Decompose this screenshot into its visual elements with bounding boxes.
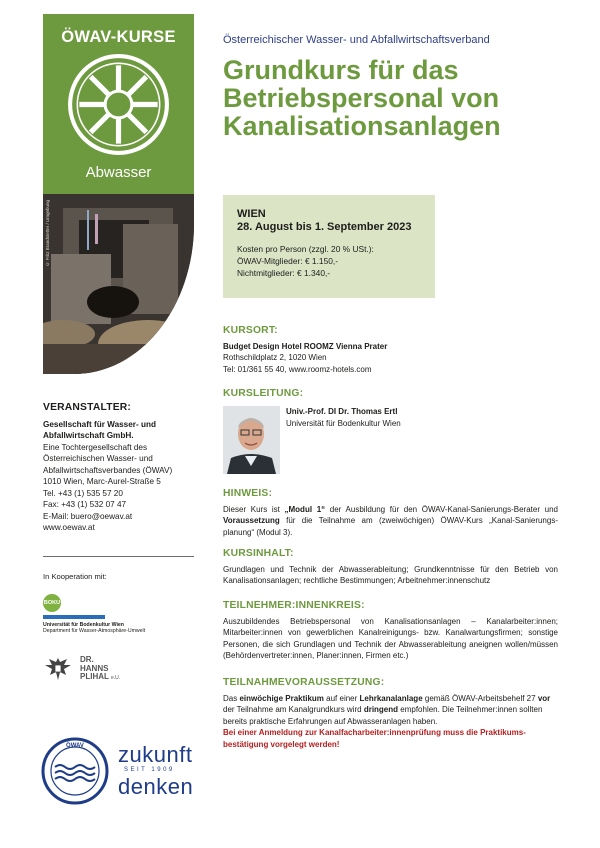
venue-contact[interactable]: Tel: 01/361 55 40, www.roomz-hotels.com bbox=[223, 364, 372, 374]
slogan-line1: zukunft bbox=[118, 742, 193, 767]
cost-members: ÖWAV-Mitglieder: € 1.150,- bbox=[237, 256, 339, 266]
sewer-photo bbox=[43, 194, 194, 374]
venue-name: Budget Design Hotel ROOMZ Vienna Prater bbox=[223, 341, 388, 351]
hinweis-text bbox=[223, 504, 558, 539]
vor-b3: vor bbox=[537, 693, 551, 703]
seal-ring-text: ÖWAV bbox=[66, 743, 84, 749]
vor-t1: Das bbox=[223, 693, 240, 703]
leader-name: Univ.-Prof. DI Dr. Thomas Ertl bbox=[286, 407, 398, 416]
vor-t5: empfohlen. Die Teilnehmer:innen sollten bereits praktische Erfahrungen auf Abwasseranlagen haben. bbox=[223, 705, 543, 726]
section-hinweis bbox=[223, 488, 558, 538]
title-line2: Betriebspersonal von bbox=[223, 83, 500, 113]
eagle-icon bbox=[43, 654, 73, 684]
hero-subtitle: Abwasser bbox=[85, 164, 152, 181]
hinweis-t3: für die Teilnahme am (zweiwöchigen) ÖWAV-Kurs „Kanal-Sanierungs-planung“ (Modul 3). bbox=[223, 516, 558, 537]
organizer-email[interactable]: E-Mail: buero@oewav.at bbox=[43, 511, 133, 521]
slogan-since: SEIT 1909 bbox=[124, 767, 175, 773]
section-kursleitung bbox=[223, 388, 558, 404]
voraussetzung-warning: Bei einer Anmeldung zur Kanalfacharbeiter:innenprüfung muss die Praktikums-bestätigung vorgelegt werden! bbox=[223, 728, 526, 749]
organizer-address: 1010 Wien, Marc-Aurel-Straße 5 bbox=[43, 477, 161, 486]
divider bbox=[43, 556, 194, 557]
hinweis-b1: „Modul 1“ bbox=[284, 504, 326, 514]
plihal-line1: DR. bbox=[80, 655, 94, 664]
organizer-desc-line2: Österreichischen Wasser- und bbox=[43, 454, 153, 463]
portrait-illustration bbox=[223, 406, 280, 474]
boku-logo bbox=[43, 594, 146, 634]
voraussetzung-heading: TEILNAHMEVORAUSSETZUNG: bbox=[223, 677, 385, 688]
organizer-heading: VERANSTALTER: bbox=[43, 402, 132, 413]
hero-title: ÖWAV-KURSE bbox=[61, 28, 176, 46]
plihal-line2: HANNS bbox=[80, 663, 109, 673]
boku-department: Department für Wasser-Atmosphäre-Umwelt bbox=[43, 628, 146, 634]
organizer-desc-line1: Eine Tochtergesellschaft des bbox=[43, 442, 148, 452]
teilnehmer-heading: TEILNEHMER:INNENKREIS: bbox=[223, 600, 365, 611]
vor-b4: dringend bbox=[363, 705, 399, 715]
date-cost-box bbox=[223, 195, 435, 298]
venue-address: Rothschildplatz 2, 1020 Wien bbox=[223, 353, 327, 363]
cooperation-label: In Kooperation mit: bbox=[43, 572, 107, 581]
hinweis-t2: der Ausbildung für den ÖWAV-Kanal-Sanierungs-Berater und bbox=[325, 504, 559, 514]
course-hero bbox=[43, 14, 194, 374]
vor-t2: auf einer bbox=[323, 693, 360, 703]
leader-affiliation: Universität für Bodenkultur Wien bbox=[286, 418, 401, 428]
section-kursort bbox=[223, 325, 558, 375]
plihal-line3: PLIHAL bbox=[80, 672, 109, 681]
section-teilnehmer bbox=[223, 600, 558, 662]
boku-university-name: Universität für Bodenkultur Wien bbox=[43, 622, 124, 628]
course-city: WIEN bbox=[237, 208, 266, 220]
page-title bbox=[223, 56, 563, 140]
association-name: Österreichischer Wasser- und Abfallwirtschaftsverband bbox=[223, 34, 490, 46]
organizer-name-line2: Abfallwirtschaft GmbH. bbox=[43, 431, 134, 440]
plihal-logo bbox=[80, 656, 120, 683]
vor-t4: der Teilnahme am Kanalgrundkurs wird bbox=[223, 705, 364, 715]
cost-label: Kosten pro Person (zzgl. 20 % USt.): bbox=[237, 244, 374, 254]
title-line1: Grundkurs für das bbox=[223, 55, 459, 85]
boku-bar bbox=[43, 615, 105, 619]
vor-b1: einwöchige Praktikum bbox=[239, 693, 324, 703]
course-leader bbox=[286, 406, 401, 429]
plihal-suffix: e.U. bbox=[110, 675, 121, 681]
organizer-fax: Fax: +43 (1) 532 07 47 bbox=[43, 500, 127, 509]
sewer-photo-illustration bbox=[43, 194, 194, 374]
kursinhalt-text: Grundlagen und Technik der Abwasserableitung; Grundkenntnisse für den Betrieb von Kanalisationsanlagen; rechtliche Bestimmungen; Arbeitnehmer:innenschutz bbox=[223, 564, 558, 586]
hinweis-heading: HINWEIS: bbox=[223, 488, 273, 499]
teilnehmer-text: Auszubildendes Betriebspersonal von Kanalisationsanlagen – Kanalarbeiter:innen; Mitarbeiter:innen von gewerblichen Kanalreinigungs- bzw. Kanalwartungsfirmen; sonstige Personen, die sich Grundlagen und Technik der Abwasserableitung aneignen wollen/müssen (Behördenvertreter:innen, Planer:innen, Firmen etc.) bbox=[223, 616, 558, 661]
kursinhalt-heading: KURSINHALT: bbox=[223, 548, 294, 559]
slogan-line2: denken bbox=[118, 774, 194, 799]
hero-green-panel bbox=[43, 14, 194, 194]
title-line3: Kanalisationsanlagen bbox=[223, 111, 501, 141]
boku-mark: BOKU bbox=[43, 594, 61, 612]
organizer-name-line1: Gesellschaft für Wasser- und bbox=[43, 419, 156, 429]
kursleitung-heading: KURSLEITUNG: bbox=[223, 388, 304, 399]
avatar bbox=[223, 406, 280, 474]
vor-b2: Lehrkanalanlage bbox=[359, 693, 423, 703]
hinweis-b2: Voraussetzung bbox=[223, 516, 280, 526]
kursort-heading: KURSORT: bbox=[223, 325, 278, 336]
photo-credit: © Fritz Brandstetter / Umgebung bbox=[45, 200, 50, 267]
organizer-block bbox=[43, 402, 193, 534]
cost-non-members: Nichtmitglieder: € 1.340,- bbox=[237, 268, 331, 278]
vor-t3: gemäß ÖWAV-Arbeitsbehelf 27 bbox=[422, 693, 538, 703]
course-date: 28. August bis 1. September 2023 bbox=[237, 221, 412, 233]
manhole-cover-icon bbox=[67, 53, 170, 156]
section-voraussetzung bbox=[223, 677, 558, 751]
organizer-desc-line3: Abfallwirtschaftsverbandes (ÖWAV) bbox=[43, 465, 173, 475]
organizer-website[interactable]: www.oewav.at bbox=[43, 523, 95, 532]
voraussetzung-text bbox=[223, 693, 558, 728]
section-kursinhalt bbox=[223, 548, 558, 587]
organizer-tel: Tel. +43 (1) 535 57 20 bbox=[43, 488, 123, 498]
hinweis-t1: Dieser Kurs ist bbox=[223, 504, 285, 514]
oewav-seal-icon bbox=[41, 737, 109, 805]
cost-block bbox=[237, 243, 421, 279]
